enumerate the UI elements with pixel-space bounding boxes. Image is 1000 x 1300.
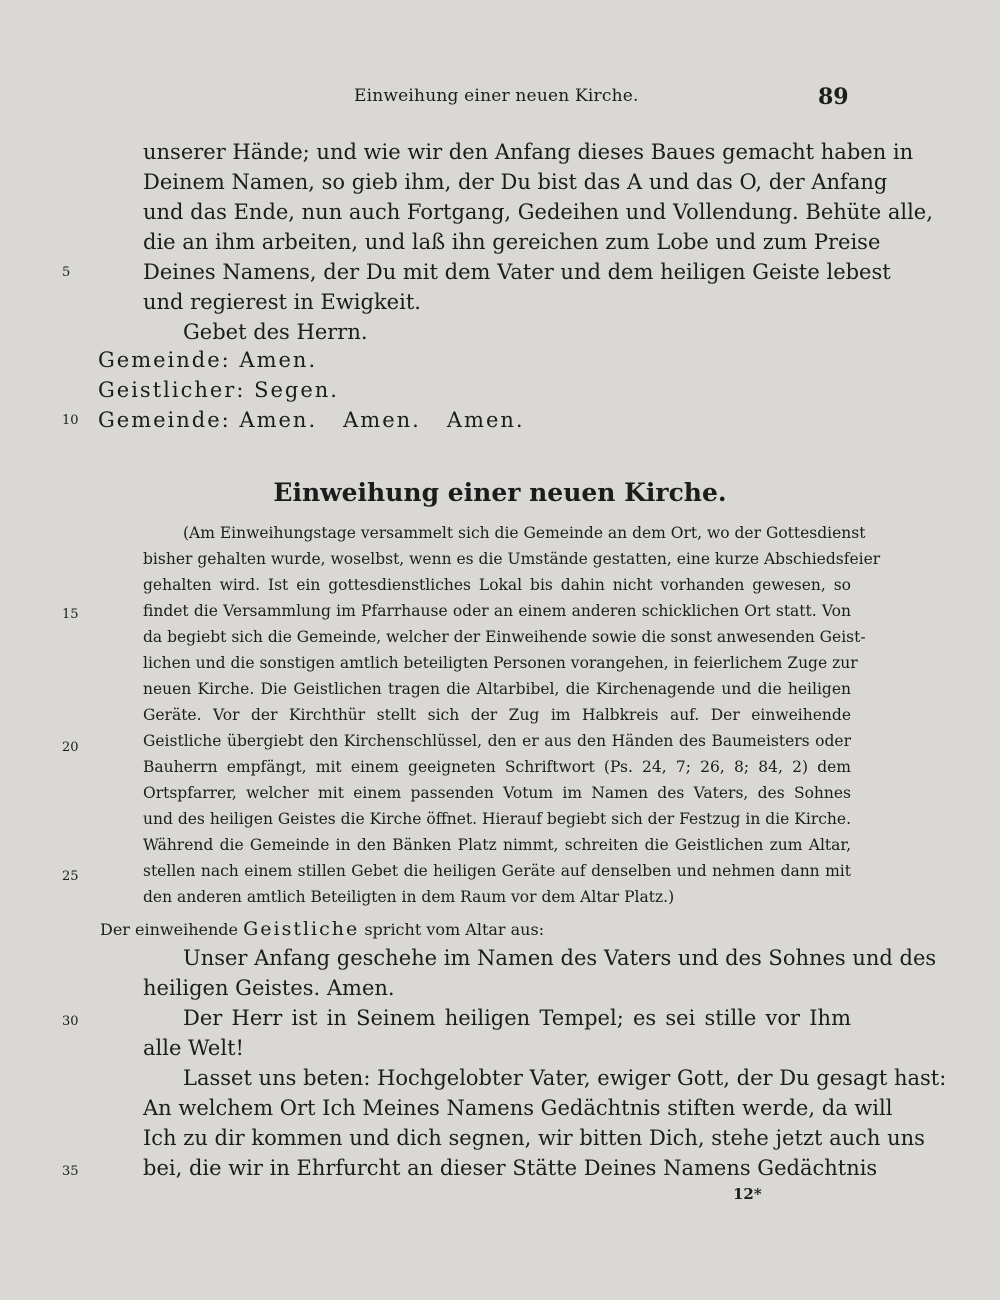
liturgy-line: An welchem Ort Ich Meines Namens Gedächtnis stiften werde, da will: [143, 1096, 893, 1120]
rubric-line: Geräte. Vor der Kirchthür stellt sich der Zug im Halbkreis auf. Der einweihende: [143, 706, 851, 724]
running-title: Einweihung einer neuen Kirche.: [354, 86, 639, 106]
line-number: 5: [62, 265, 71, 280]
liturgy-line: alle Welt!: [143, 1036, 244, 1060]
rubric-line: gehalten wird. Ist ein gottesdienstliches Lokal bis dahin nicht vorhanden gewesen, so: [143, 576, 851, 594]
prayer-line: die an ihm arbeiten, und laß ihn gereichen zum Lobe und zum Preise: [143, 230, 881, 254]
rubric-line: lichen und die sonstigen amtlich beteiligten Personen vorangehen, in feierlichem Zuge zur: [143, 654, 858, 672]
prayer-line: und regierest in Ewigkeit.: [143, 290, 421, 314]
line-number: 20: [62, 740, 79, 755]
rubric-line: Bauherrn empfängt, mit einem geeigneten Schriftwort (Ps. 24, 7; 26, 8; 84, 2) dem: [143, 758, 851, 776]
line-number: 10: [62, 413, 79, 428]
response-line: Gemeinde: Amen. Amen. Amen.: [98, 408, 525, 432]
rubric-line: Während die Gemeinde in den Bänken Platz nimmt, schreiten die Geistlichen zum Altar,: [143, 836, 851, 854]
rubric-line: und des heiligen Geistes die Kirche öffnet. Hierauf begiebt sich der Festzug in die Kirche.: [143, 810, 851, 828]
rubric-line: stellen nach einem stillen Gebet die heiligen Geräte auf denselben und nehmen dann mit: [143, 862, 851, 880]
rubric-line: bisher gehalten wurde, woselbst, wenn es die Umstände gestatten, eine kurze Abschiedsfeier: [143, 550, 881, 568]
liturgy-line: Ich zu dir kommen und dich segnen, wir bitten Dich, stehe jetzt auch uns: [143, 1126, 925, 1150]
signature-mark: 12*: [733, 1185, 762, 1203]
prayer-line: Deines Namens, der Du mit dem Vater und dem heiligen Geiste lebest: [143, 260, 891, 284]
rubric-line: Geistliche übergiebt den Kirchenschlüssel, den er aus den Händen des Baumeisters oder: [143, 732, 851, 750]
rubric-line: (Am Einweihungstage versammelt sich die Gemeinde an dem Ort, wo der Gottesdienst: [183, 524, 866, 542]
response-line: Gemeinde: Amen.: [98, 348, 318, 372]
speaker-intro-before: Der einweihende: [100, 920, 244, 939]
speaker-name: Geistliche: [243, 918, 360, 940]
rubric-line: Ortspfarrer, welcher mit einem passenden Votum im Namen des Vaters, des Sohnes: [143, 784, 851, 802]
prayer-line: Deinem Namen, so gieb ihm, der Du bist das A und das O, der Anfang: [143, 170, 888, 194]
liturgy-line: Lasset uns beten: Hochgelobter Vater, ewiger Gott, der Du gesagt hast:: [183, 1066, 947, 1090]
page-number: 89: [818, 84, 849, 110]
line-number: 35: [62, 1164, 79, 1179]
rubric-line: den anderen amtlich Beteiligten in dem Raum vor dem Altar Platz.): [143, 888, 675, 906]
rubric-line: da begiebt sich die Gemeinde, welcher der Einweihende sowie die sonst anwesenden Geist-: [143, 628, 866, 646]
section-heading: Einweihung einer neuen Kirche.: [273, 478, 727, 507]
liturgy-line: bei, die wir in Ehrfurcht an dieser Stätte Deines Namens Gedächtnis: [143, 1156, 878, 1180]
liturgy-line: Der Herr ist in Seinem heiligen Tempel; es sei stille vor Ihm: [183, 1006, 851, 1030]
prayer-line: unserer Hände; und wie wir den Anfang dieses Baues gemacht haben in: [143, 140, 914, 164]
lords-prayer-note: Gebet des Herrn.: [183, 320, 368, 344]
prayer-line: und das Ende, nun auch Fortgang, Gedeihen und Vollendung. Behüte alle,: [143, 200, 933, 224]
response-line: Geistlicher: Segen.: [98, 378, 339, 402]
line-number: 25: [62, 869, 79, 884]
liturgy-line: Unser Anfang geschehe im Namen des Vaters und des Sohnes und des: [183, 946, 937, 970]
line-number: 15: [62, 607, 79, 622]
speaker-intro-after: spricht vom Altar aus:: [359, 920, 545, 939]
line-number: 30: [62, 1014, 79, 1029]
rubric-line: neuen Kirche. Die Geistlichen tragen die Altarbibel, die Kirchenagende und die heiligen: [143, 680, 851, 698]
speaker-intro: [100, 916, 544, 942]
rubric-line: findet die Versammlung im Pfarrhause oder an einem anderen schicklichen Ort statt. Von: [143, 602, 851, 620]
liturgy-line: heiligen Geistes. Amen.: [143, 976, 395, 1000]
